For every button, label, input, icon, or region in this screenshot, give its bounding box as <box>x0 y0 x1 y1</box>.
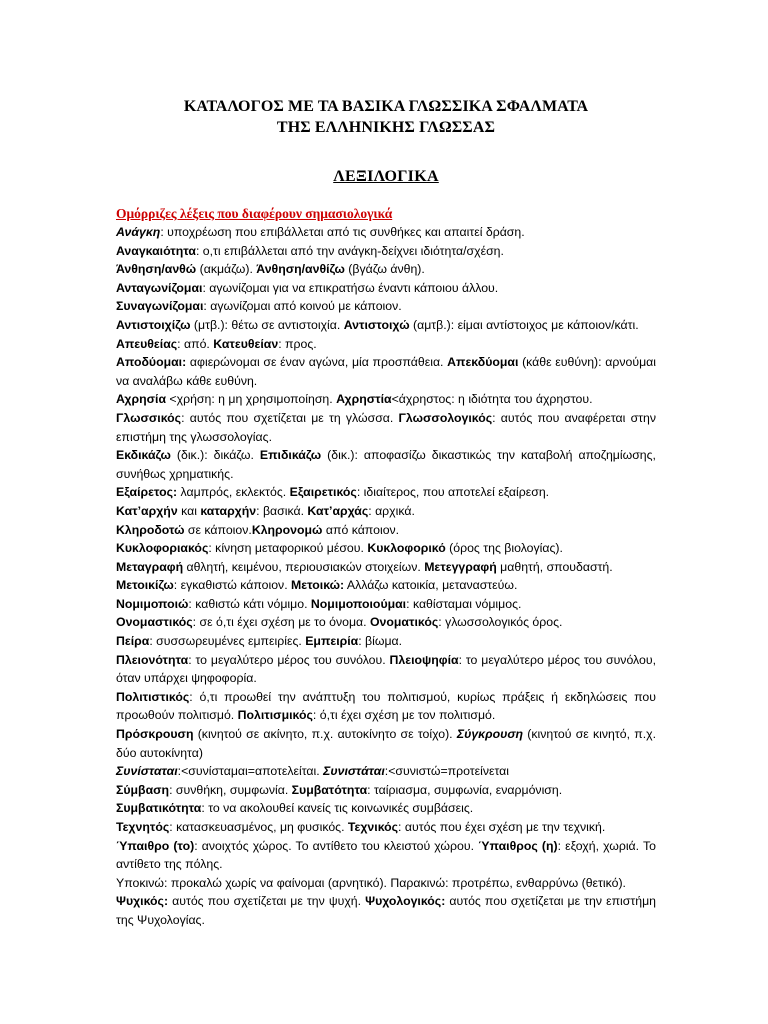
entry <box>116 242 656 261</box>
entry <box>116 632 656 651</box>
entry-term: Συνίσταται <box>116 764 178 779</box>
entry <box>116 892 656 929</box>
entry-term: Άνθηση/ανθώ <box>116 262 197 277</box>
entry-term: Εκδικάζω <box>116 448 171 463</box>
entry-term: Κατ’αρχάς <box>307 503 369 518</box>
section-heading: ΛΕΞΙΛΟΓΙΚΑ <box>333 168 439 185</box>
entry <box>116 483 656 502</box>
entry-text: : αγωνίζομαι από κοινού με κάποιον. <box>203 299 402 314</box>
entry-text: και <box>177 503 201 518</box>
entry-term: Πολιτισμικός <box>237 708 313 723</box>
entry-text: : γλωσσολογικός όρος. <box>438 615 563 630</box>
entry <box>116 595 656 614</box>
entry-term: Γλωσσικός <box>116 410 182 425</box>
entry-term: Πολιτιστικός <box>116 689 190 704</box>
entry-text: (μτβ.): θέτω σε αντιστοιχία. <box>190 317 344 332</box>
entry-term: Επιδικάζω <box>259 448 322 463</box>
entry-text: : προς. <box>278 336 317 351</box>
entry-text: : συσσωρευμένες εμπειρίες. <box>149 634 306 649</box>
entry-term: Κυκλοφοριακός <box>116 541 209 556</box>
entry-text: : κίνηση μεταφορικού μέσου. <box>208 541 368 556</box>
title-line-2: ΤΗΣ ΕΛΛΗΝΙΚΗΣ ΓΛΩΣΣΑΣ <box>276 119 496 136</box>
entry <box>116 409 656 446</box>
entry-term: Κυκλοφορικό <box>367 541 446 556</box>
entry-text: (δικ.): αποφασίζω δικαστικώς την καταβολή αποζημίωσης, συνήθως χρηματικής. <box>116 448 656 481</box>
entry <box>116 260 656 279</box>
entry <box>116 279 656 298</box>
entry-term: Αντιστοιχίζω <box>116 317 191 332</box>
entry <box>116 874 656 893</box>
entry-term: Ψυχολογικός: <box>365 894 446 909</box>
entry-text: : καθιστώ κάτι νόμιμο. <box>188 596 311 611</box>
entry-term: Μετοικίζω <box>116 578 174 593</box>
entry-term: Κατ’αρχήν <box>116 503 178 518</box>
entry-text: : βασικά. <box>256 503 308 518</box>
entry-term: Νομιμοποιούμαι <box>310 596 407 611</box>
entry-term: Σύγκρουση <box>456 727 524 742</box>
entry <box>116 539 656 558</box>
entry-term: Άνθηση/ανθίζω <box>256 262 345 277</box>
entry-text: (όρος της βιολογίας). <box>445 541 563 556</box>
entry <box>116 446 656 483</box>
entry-text: αυτός που σχετίζεται με την επιστήμη της Ψυχολογίας. <box>116 894 657 927</box>
entry-text: Υποκινώ: προκαλώ χωρίς να φαίνομαι (αρνητικό). Παρακινώ: προτρέπω, ενθαρρύνω (θετικό). <box>116 875 626 890</box>
entry <box>116 613 656 632</box>
entry <box>116 353 656 390</box>
entry <box>116 762 656 781</box>
entry-text: : κατασκευασμένος, μη φυσικός. <box>169 820 348 834</box>
entry-term: Συνιστάται <box>323 764 385 779</box>
entry-text: <άχρηστος: η ιδιότητα του άχρηστου. <box>391 392 593 407</box>
entry-text: :<συνίσταμαι=αποτελείται. <box>177 764 324 779</box>
entry-term: Εξαιρετικός <box>289 485 357 500</box>
entry-term: Ύπαιθρος (η) <box>478 838 558 853</box>
entry-text: (κινητού σε ακίνητο, π.χ. αυτοκίνητο σε τοίχο). <box>193 727 457 742</box>
entry-text: : ταίριασμα, συμφωνία, εναρμόνιση. <box>367 782 563 797</box>
entry-text: : το μεγαλύτερο μέρος του συνόλου, όταν υπάρχει ψηφοφορία. <box>116 652 656 686</box>
subheading: Ομόρριζες λέξεις που διαφέρουν σημασιολογικά <box>116 206 393 221</box>
entry-term: καταρχήν <box>200 503 257 518</box>
entry <box>116 576 656 595</box>
entry-term: Πείρα <box>116 634 150 649</box>
entry-term: Σύμβαση <box>116 782 170 797</box>
entry <box>116 799 656 818</box>
entry-term: Αποδύομαι: <box>116 355 187 370</box>
entry-term: Πλειονότητα <box>116 652 189 667</box>
entry-text: : αγωνίζομαι για να επικρατήσω έναντι κάποιου άλλου. <box>202 280 499 295</box>
entry-term: Αναγκαιότητα <box>116 243 196 258</box>
entry-term: Νομιμοποιώ <box>116 596 189 611</box>
entry-term: Ονομαστικός <box>116 615 193 630</box>
entry-term: Πλειοψηφία <box>389 652 459 667</box>
entry-text: : αυτός που αναφέρεται στην επιστήμη της γλωσσολογίας. <box>116 410 657 444</box>
entry-term: Αχρηστία <box>336 392 392 407</box>
entry-text: : υποχρέωση που επιβάλλεται από τις συνθήκες και απαιτεί δράση. <box>160 225 525 239</box>
entry-text: : ο,τι επιβάλλεται από την ανάγκη-δείχνει ιδιότητα/σχέση. <box>195 243 504 258</box>
entry-text: : συνθήκη, συμφωνία. <box>169 782 292 797</box>
entry-text: : ό,τι προωθεί την ανάπτυξη του πολιτισμού, κυρίως πράξεις ή εκδηλώσεις που προωθούν πολιτισμό. <box>116 689 656 723</box>
document-title <box>116 96 656 138</box>
entry <box>116 837 656 874</box>
entry-text: : αυτός που σχετίζεται με τη γλώσσα. <box>181 410 399 425</box>
entry-term: Ανταγωνίζομαι <box>116 280 203 295</box>
entry-text: :<συνιστώ=προτείνεται <box>384 764 509 779</box>
entry-term: Ύπαιθρο (το) <box>116 838 195 853</box>
entry-text: από κάποιον. <box>322 522 400 537</box>
entry-term: Αχρησία <box>116 392 167 407</box>
entry <box>116 818 656 837</box>
entry-text: (δικ.): δικάζω. <box>170 448 260 463</box>
entry-term: Μετοικώ: <box>291 578 345 593</box>
entry <box>116 688 656 725</box>
entry-text: (κάθε ευθύνη): αρνούμαι να αναλάβω κάθε ευθύνη. <box>116 355 657 388</box>
entry-text: : ανοιχτός χώρος. Το αντίθετο του κλειστού χώρου. <box>194 838 479 853</box>
entry-term: Αντιστοιχώ <box>343 317 410 332</box>
entry-text: αυτός που σχετίζεται με την ψυχή. <box>168 894 366 909</box>
entry-term: Απευθείας <box>116 336 178 351</box>
entry <box>116 502 656 521</box>
entry-term: Κληροδοτώ <box>116 522 185 537</box>
entry-text: : ιδιαίτερος, που αποτελεί εξαίρεση. <box>356 485 550 500</box>
entry-term: Κατευθείαν <box>213 336 279 351</box>
entry <box>116 725 656 762</box>
entry <box>116 335 656 354</box>
title-line-1: ΚΑΤΑΛΟΓΟΣ ΜΕ ΤΑ ΒΑΣΙΚΑ ΓΛΩΣΣΙΚΑ ΣΦΑΛΜΑΤΑ <box>183 98 589 115</box>
entry-term: Εμπειρία <box>305 634 359 649</box>
entry <box>116 316 656 335</box>
entry-term: Πρόσκρουση <box>116 727 194 742</box>
entry <box>116 558 656 577</box>
entry-term: Εξαίρετος: <box>116 485 178 500</box>
entry-text: αθλητή, κειμένου, περιουσιακών στοιχείων. <box>183 559 425 574</box>
entry-text: : αρχικά. <box>368 503 415 518</box>
entry-text: : το να ακολουθεί κανείς τις κοινωνικές συμβάσεις. <box>201 801 474 816</box>
entry-text: αφιερώνομαι σε έναν αγώνα, μία προσπάθεια. <box>186 355 448 370</box>
entry-term: Μετεγγραφή <box>424 559 497 574</box>
entry-term: Συναγωνίζομαι <box>116 299 204 314</box>
entry <box>116 521 656 540</box>
entry <box>116 390 656 409</box>
entry-text: : εγκαθιστώ κάποιον. <box>173 578 292 593</box>
entry-text: : καθίσταμαι νόμιμος. <box>406 596 522 611</box>
entry-term: Ψυχικός: <box>116 894 169 909</box>
entry-text: (βγάζω άνθη). <box>344 262 425 277</box>
entry-text: : εξοχή, χωριά. Το αντίθετο της πόλης. <box>116 838 656 872</box>
entry-term: Τεχνητός <box>116 820 170 834</box>
entry-text: Αλλάζω κατοικία, μεταναστεύω. <box>344 578 518 593</box>
entry <box>116 223 656 242</box>
entry <box>116 651 656 688</box>
entry-text: (κινητού σε κινητό, π.χ. δύο αυτοκίνητα) <box>116 727 656 760</box>
entry-text: : από. <box>177 336 214 351</box>
entry-text: : σε ό,τι έχει σχέση με το όνομα. <box>192 615 370 630</box>
entry <box>116 781 656 800</box>
entry-text: σε κάποιον. <box>184 522 252 537</box>
entry-text: μαθητή, σπουδαστή. <box>496 559 613 574</box>
entry-text: : αυτός που έχει σχέση με την τεχνική. <box>398 820 606 834</box>
entry-term: Ονοματικός <box>369 615 439 630</box>
entry-text: : ό,τι έχει σχέση με τον πολιτισμό. <box>312 708 496 723</box>
entry-text: λαμπρός, εκλεκτός. <box>177 485 290 500</box>
entry-term: Τεχνικός <box>347 820 399 834</box>
entry-term: Μεταγραφή <box>116 559 184 574</box>
entry-term: Συμβατότητα <box>291 782 368 797</box>
entry <box>116 297 656 316</box>
entry-term: Γλωσσολογικός <box>398 410 493 425</box>
entry-list <box>116 223 656 930</box>
entry-text: <χρήση: η μη χρησιμοποίηση. <box>166 392 337 407</box>
entry-term: Κληρονομώ <box>251 522 323 537</box>
entry-text: (ακμάζω). <box>196 262 257 277</box>
entry-term: Συμβατικότητα <box>116 801 202 816</box>
entry-text: : το μεγαλύτερο μέρος του συνόλου. <box>188 652 390 667</box>
entry-term: Ανάγκη <box>116 225 161 239</box>
entry-text: : βίωμα. <box>358 634 403 649</box>
entry-term: Απεκδύομαι <box>447 355 519 370</box>
entry-text: (αμτβ.): είμαι αντίστοιχος με κάποιον/κάτι. <box>409 317 639 332</box>
